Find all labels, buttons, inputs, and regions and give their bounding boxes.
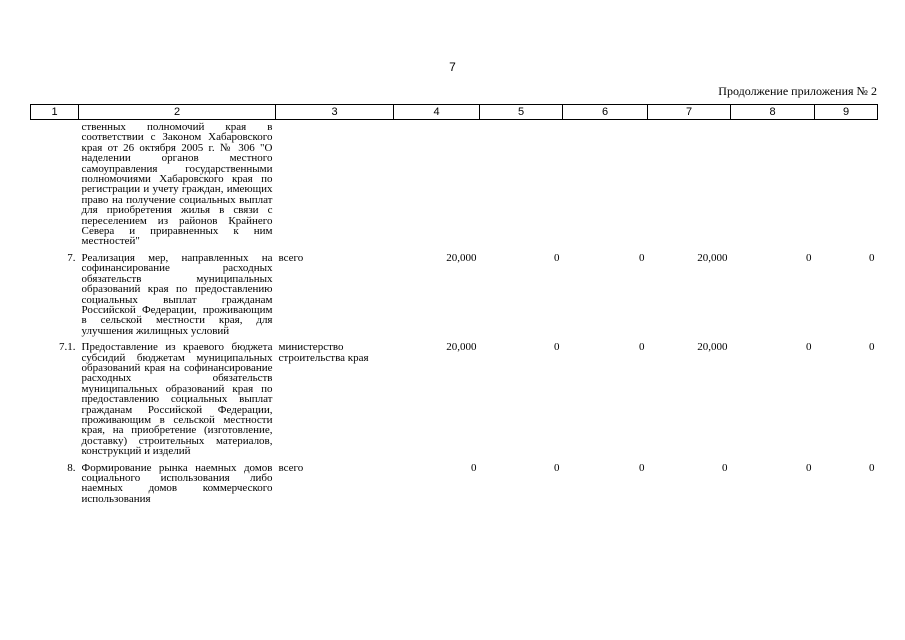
- row-executor: [276, 120, 394, 253]
- row-col4: 0: [471, 461, 477, 474]
- row-col9: 0: [869, 341, 875, 354]
- header-cell: 5: [480, 105, 563, 120]
- row-col8: 0: [806, 461, 812, 474]
- row-description: Реализация мер, направленных на софинансирование расходных обязательств муниципальных образований края по предоставлению социальных выплат гражданам Российской Федерации, проживающим в сельской местности края, для улучшения жилищных условий: [81, 251, 273, 337]
- row-description: Предоставление из краевого бюджета субсидий бюджетам муниципальных образований края на софинансирование расходных обязательств муниципальных образований края по предоставлению социальных выплат гражданам Российской Федерации, проживающим в сельской местности края, на приобретение (изготовление, доставку) строительных материалов, конструкций и изделий: [81, 341, 273, 458]
- row-col7: 20,000: [697, 251, 728, 264]
- continuation-label: Продолжение приложения № 2: [718, 84, 877, 98]
- row-col7: 0: [722, 461, 728, 474]
- row-col4: 20,000: [446, 251, 477, 264]
- row-description: ственных полномочий края в соответствии с Законом Хабаровского края от 26 октября 2005 г. № 306 "О наделении органов местного самоуправления государственными полномочиями Хабаровского края по регистрации и учету граждан, имеющих право на получение социальных выплат для приобретения жилья в связи с переселением из районов Крайнего Севера и приравненных к ним местностей": [81, 121, 273, 248]
- header-cell: 6: [563, 105, 648, 120]
- row-executor: всего: [278, 461, 304, 474]
- row-number: 7.: [67, 251, 76, 264]
- row-col8: 0: [806, 251, 812, 264]
- row-col9: [815, 120, 878, 253]
- row-col6: 0: [639, 251, 645, 264]
- page-number: 7: [449, 60, 456, 74]
- row-executor: всего: [278, 251, 304, 264]
- row-col5: 0: [554, 461, 560, 474]
- table-row: [31, 120, 878, 253]
- row-col6: [563, 120, 648, 253]
- row-col7: [648, 120, 731, 253]
- row-executor: министерство строительства края: [278, 341, 369, 364]
- row-col9: 0: [869, 461, 875, 474]
- row-number: [31, 120, 79, 253]
- header-cell: 9: [815, 105, 878, 120]
- row-col5: 0: [554, 341, 560, 354]
- header-cell: 8: [731, 105, 815, 120]
- header-cell: 7: [648, 105, 731, 120]
- row-col5: 0: [554, 251, 560, 264]
- table-row: [31, 253, 878, 342]
- row-number: 7.1.: [59, 341, 76, 354]
- row-col8: 0: [806, 341, 812, 354]
- table-row: [31, 463, 878, 505]
- row-description: Формирование рынка наемных домов социального использования либо наемных домов коммерческого использования: [81, 461, 273, 505]
- header-cell: 2: [79, 105, 276, 120]
- table-row: [31, 342, 878, 462]
- row-col5: [480, 120, 563, 253]
- row-col9: 0: [869, 251, 875, 264]
- row-col6: 0: [639, 341, 645, 354]
- header-cell: 1: [31, 105, 79, 120]
- row-col8: [731, 120, 815, 253]
- program-table: [30, 104, 878, 504]
- header-cell: 3: [276, 105, 394, 120]
- header-row: [31, 105, 878, 120]
- row-col4: [394, 120, 480, 253]
- row-col6: 0: [639, 461, 645, 474]
- row-col7: 20,000: [697, 341, 728, 354]
- row-col4: 20,000: [446, 341, 477, 354]
- row-number: 8.: [67, 461, 76, 474]
- header-cell: 4: [394, 105, 480, 120]
